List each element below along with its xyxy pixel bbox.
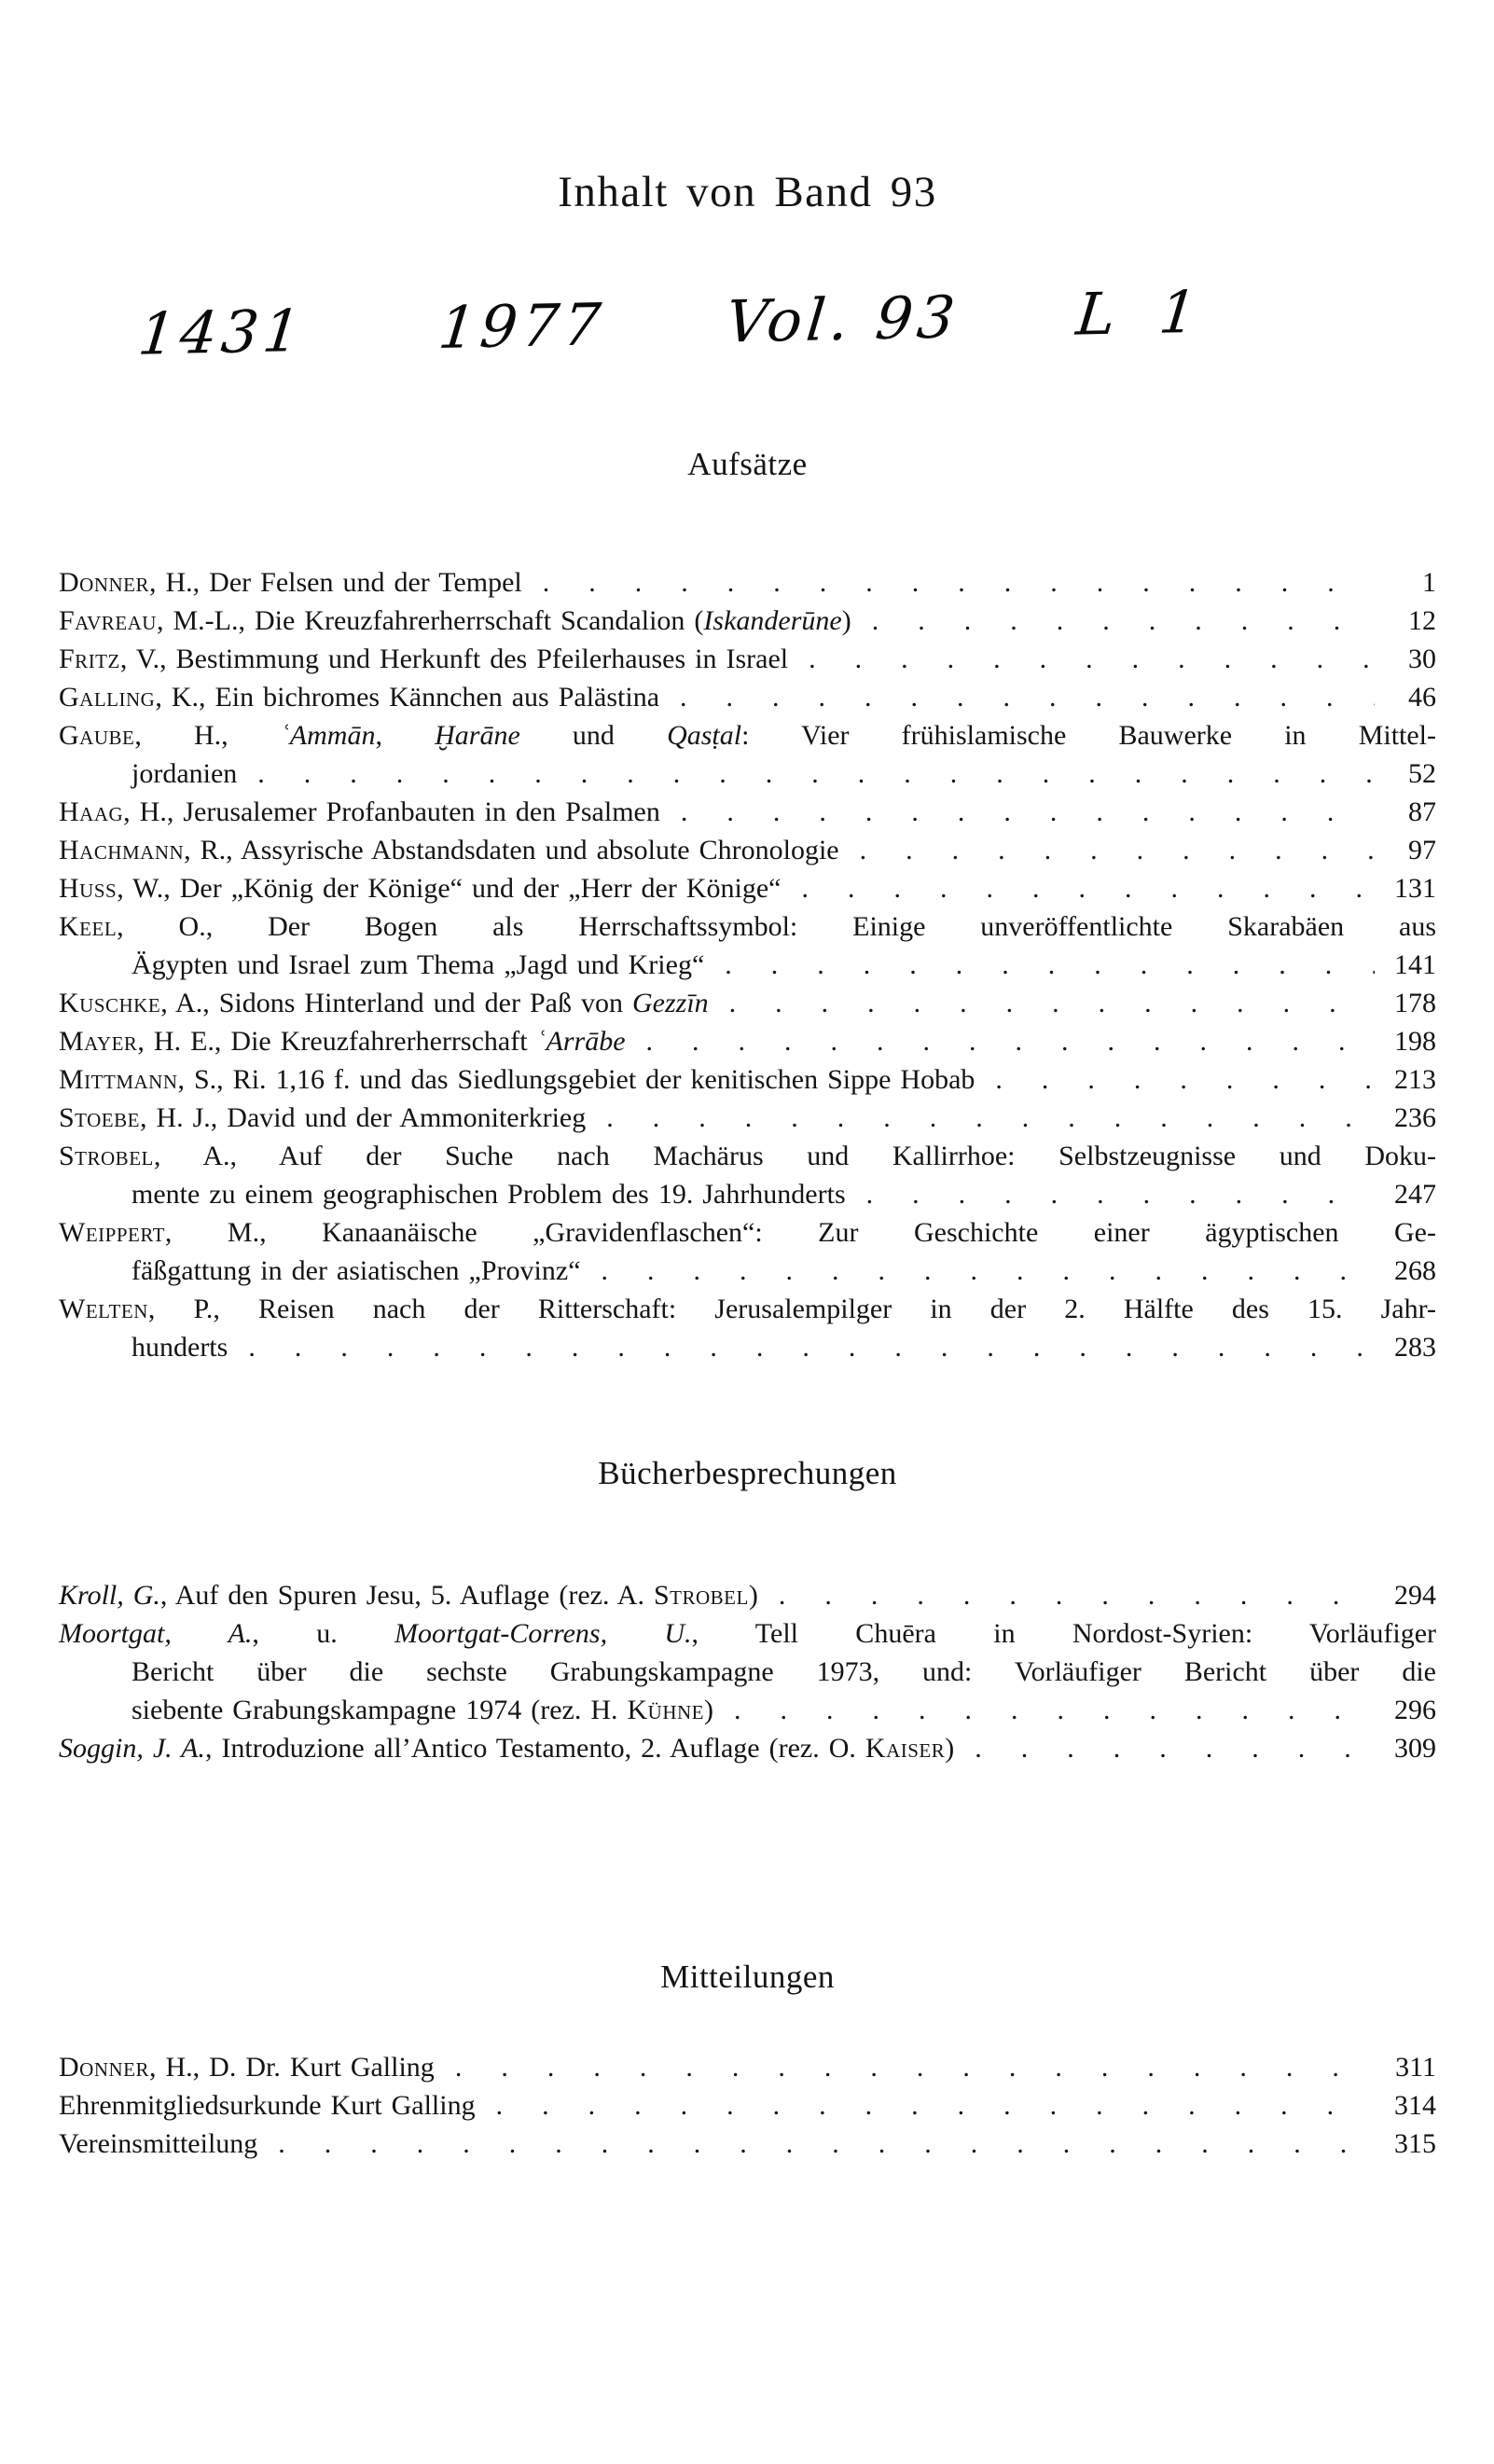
page-number: 131 (1394, 873, 1436, 904)
entry-text: Gaube, H., ʿAmmān, Ḫarāne und Qasṭal: Vier frühislamische Bauwerke in Mittel- (59, 720, 1437, 751)
toc-line (59, 1137, 1436, 1175)
toc-line (59, 602, 1436, 640)
entry-text: Favreau, M.-L., Die Kreuzfahrerherrschaft Scandalion (Iskanderūne) (59, 605, 851, 636)
toc-entry (59, 640, 1436, 678)
entry-text: Keel, O., Der Bogen als Herrschaftssymbol: Einige unveröffentlichte Skarabäen aus (59, 911, 1436, 942)
toc-line (59, 793, 1436, 831)
entry-text: Donner, H., Der Felsen und der Tempel (59, 567, 522, 598)
toc-entry (59, 984, 1436, 1022)
dot-leader (758, 1576, 1375, 1614)
toc-entry (59, 602, 1436, 640)
toc-entry-list (59, 2048, 1436, 2163)
entry-text: Mittmann, S., Ri. 1,16 f. und das Siedlungsgebiet der kenitischen Sippe Hobab (59, 1064, 975, 1095)
page-number: 97 (1408, 835, 1436, 865)
toc-line (59, 1022, 1436, 1060)
page-number: 12 (1408, 605, 1436, 636)
entry-text: Weippert, M., Kanaanäische „Gravidenflaschen“: Zur Geschichte einer ägyptischen Ge- (59, 1217, 1436, 1248)
entry-text: Bericht über die sechste Grabungskampagne 1973, und: Vorläufiger Bericht über die (131, 1656, 1436, 1687)
page-number: 268 (1394, 1255, 1436, 1286)
page-number: 309 (1394, 1733, 1436, 1764)
page-number: 30 (1408, 644, 1436, 674)
toc-line (59, 946, 1436, 984)
dot-leader (846, 1175, 1375, 1213)
toc-entry (59, 869, 1436, 907)
page-number: 294 (1394, 1580, 1436, 1611)
toc-line (59, 1175, 1436, 1213)
section-heading: Bücherbesprechungen (598, 1455, 897, 1491)
entry-text: Ägypten und Israel zum Thema „Jagd und Krieg“ (131, 949, 705, 980)
dot-leader (954, 1729, 1375, 1767)
toc-line (59, 1576, 1436, 1614)
toc-entry (59, 1614, 1436, 1729)
toc-entry (59, 2125, 1436, 2163)
page-number: 311 (1395, 2052, 1436, 2083)
toc-line (59, 869, 1436, 907)
entry-text: Kroll, G., Auf den Spuren Jesu, 5. Auflage (rez. A. Strobel) (59, 1580, 758, 1611)
entry-text: Soggin, J. A., Introduzione all’Antico Testamento, 2. Auflage (rez. O. Kaiser) (59, 1733, 955, 1764)
page-number: 315 (1394, 2128, 1436, 2159)
handwritten-shelf-mark: L 1 (1072, 277, 1213, 349)
entry-text: Galling, K., Ein bichromes Kännchen aus Palästina (59, 682, 660, 713)
handwritten-year: 1977 (436, 290, 609, 363)
entry-text: Welten, P., Reisen nach der Ritterschaft: Jerusalempilger in der 2. Hälfte des 15. Jahr- (59, 1294, 1436, 1324)
page-number: 296 (1394, 1695, 1436, 1725)
table-of-contents (59, 446, 1436, 2163)
entry-text: Vereinsmitteilung (59, 2128, 258, 2159)
entry-text: hunderts (131, 1332, 228, 1363)
toc-line (59, 1213, 1436, 1252)
entry-text: fäßgattung in der asiatischen „Provinz“ (131, 1255, 581, 1286)
dot-leader (257, 2125, 1375, 2163)
dot-leader (704, 946, 1375, 984)
toc-entry (59, 563, 1436, 602)
toc-entry (59, 1022, 1436, 1060)
toc-entry (59, 716, 1436, 793)
toc-line (59, 1614, 1436, 1653)
entry-text: Huss, W., Der „König der Könige“ und der „Herr der Könige“ (59, 873, 782, 904)
entry-text: siebente Grabungskampagne 1974 (rez. H. Kühne) (131, 1695, 713, 1725)
toc-line (59, 678, 1436, 716)
toc-entry (59, 1060, 1436, 1099)
page-number: 213 (1394, 1064, 1436, 1095)
toc-line (59, 563, 1436, 602)
entry-text: Ehrenmitgliedsurkunde Kurt Galling (59, 2090, 476, 2121)
dot-leader (581, 1252, 1375, 1290)
toc-entry (59, 1213, 1436, 1290)
toc-line (59, 1653, 1436, 1691)
entry-text: jordanien (131, 758, 238, 789)
dot-leader (851, 602, 1375, 640)
toc-line (59, 2048, 1436, 2086)
entry-text: Kuschke, A., Sidons Hinterland und der Paß von Gezzīn (59, 988, 709, 1018)
toc-entry-list (59, 563, 1436, 1366)
entry-text: Donner, H., D. Dr. Kurt Galling (59, 2052, 435, 2083)
handwritten-annotation (58, 264, 1437, 405)
toc-entry (59, 2086, 1436, 2125)
dot-leader (713, 1691, 1375, 1729)
toc-line (59, 1060, 1436, 1099)
entry-text: mente zu einem geographischen Problem des 19. Jahrhunderts (131, 1179, 846, 1210)
toc-line (59, 1290, 1436, 1328)
dot-leader (781, 869, 1375, 907)
handwritten-volume: Vol. 93 (723, 283, 962, 356)
dot-leader (626, 1022, 1375, 1060)
toc-entry-list (59, 1576, 1436, 1767)
page-number: 247 (1394, 1179, 1436, 1210)
toc-line (59, 754, 1436, 793)
dot-leader (237, 754, 1375, 793)
entry-text: Fritz, V., Bestimmung und Herkunft des Pfeilerhauses in Israel (59, 644, 789, 674)
page-title: Inhalt von Band 93 (558, 168, 937, 216)
page-number: 46 (1408, 682, 1436, 713)
toc-entry (59, 1290, 1436, 1366)
entry-text: Moortgat, A., u. Moortgat-Correns, U., Tell Chuēra in Nordost-Syrien: Vorläufiger (59, 1618, 1437, 1649)
toc-line (59, 2125, 1436, 2163)
toc-entry (59, 793, 1436, 831)
toc-line (59, 831, 1436, 869)
entry-text: Mayer, H. E., Die Kreuzfahrerherrschaft ʿArrābe (59, 1026, 626, 1057)
toc-line (59, 1691, 1436, 1729)
toc-entry (59, 1576, 1436, 1614)
dot-leader (476, 2086, 1375, 2125)
toc-line (59, 1252, 1436, 1290)
toc-line (59, 716, 1436, 754)
dot-leader (975, 1060, 1375, 1099)
dot-leader (709, 984, 1375, 1022)
page-number: 178 (1394, 988, 1436, 1018)
toc-entry (59, 1729, 1436, 1767)
toc-line (59, 1099, 1436, 1137)
toc-line (59, 640, 1436, 678)
toc-entry (59, 831, 1436, 869)
entry-text: Hachmann, R., Assyrische Abstandsdaten und absolute Chronologie (59, 835, 839, 865)
toc-entry (59, 2048, 1436, 2086)
section-heading: Aufsätze (687, 446, 808, 482)
dot-leader (228, 1328, 1375, 1366)
dot-leader (659, 678, 1375, 716)
page-number: 198 (1394, 1026, 1436, 1057)
page-number: 1 (1422, 567, 1436, 598)
toc-line (59, 2086, 1436, 2125)
dot-leader (839, 831, 1375, 869)
page-number: 283 (1394, 1332, 1436, 1363)
page-number: 87 (1408, 796, 1436, 827)
dot-leader (586, 1099, 1375, 1137)
toc-entry (59, 1099, 1436, 1137)
dot-leader (660, 793, 1375, 831)
page-number: 236 (1394, 1102, 1436, 1133)
page-number: 314 (1394, 2090, 1436, 2121)
toc-line (59, 907, 1436, 946)
page-number: 52 (1408, 758, 1436, 789)
toc-line (59, 1328, 1436, 1366)
toc-entry (59, 678, 1436, 716)
handwritten-accession-number: 1431 (135, 296, 309, 368)
entry-text: Strobel, A., Auf der Suche nach Machärus und Kallirrhoe: Selbstzeugnisse und Doku- (59, 1141, 1436, 1171)
toc-entry (59, 1137, 1436, 1213)
scanned-toc-page (0, 166, 1494, 2464)
dot-leader (788, 640, 1375, 678)
toc-line (59, 1729, 1436, 1767)
entry-text: Stoebe, H. J., David und der Ammoniterkrieg (59, 1102, 587, 1133)
section-heading: Mitteilungen (660, 1959, 835, 1995)
entry-text: Haag, H., Jerusalemer Profanbauten in den Psalmen (59, 796, 660, 827)
toc-line (59, 984, 1436, 1022)
dot-leader (435, 2048, 1375, 2086)
page-number: 141 (1394, 949, 1436, 980)
toc-entry (59, 907, 1436, 984)
dot-leader (522, 563, 1375, 602)
